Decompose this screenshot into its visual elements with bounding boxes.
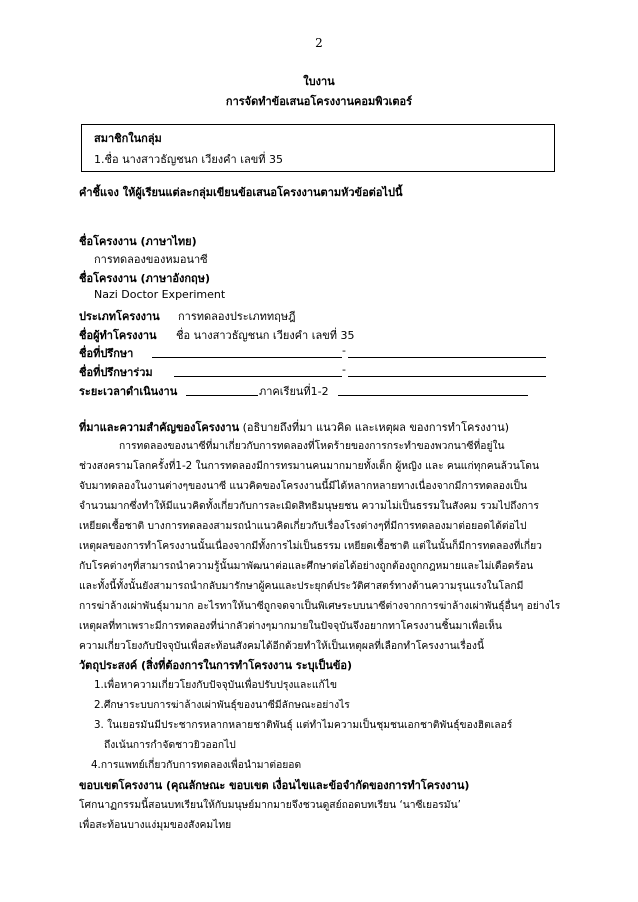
background-line: เหตุผลของการทำโครงงานนั้นเนื่องจากมีทั้งการไม่เป็นธรรม เหยียดเชื้อชาติ แต่ในนั้นก็มีการทดลองที่เกี่ยว [79, 540, 542, 552]
project-name-th-value: การทดลองของหมอนาซี [94, 253, 208, 266]
co-advisor-label: ชื่อที่ปรึกษาร่วม [79, 366, 153, 379]
scope-line: โศกนาฏกรรมนี้สอนบทเรียนให้กับมนุษย์มากมายจึงชวนดูสย์ถอดบทเรียน ‘นาซีเยอรมัน’ [79, 799, 461, 811]
scope-line: เพื่อสะท้อนบางแง่มุมของสังคมไทย [79, 819, 232, 831]
project-type-label: ประเภทโครงงาน [79, 310, 160, 323]
background-line: กับโรคต่างๆที่สามารถนำความรู้นั้นมาพัฒนาต่อและศึกษาต่อได้อย่างถูกต้องถูกกฎหมายและไม่เดือดร้อน [79, 560, 534, 572]
background-line: จำนวนมากซึ่งทำให้มีแนวคิดทั้งเกี่ยวกับการละเมิดสิทธิมนุษยชน ความไม่เป็นธรรมในสังคม รวมไปถึงการ [79, 500, 539, 512]
author-label: ชื่อผู้ทำโครงงาน [79, 329, 157, 342]
author-value: ชื่อ นางสาวธัญชนก เวียงคำ เลขที่ 35 [176, 329, 355, 342]
background-line: ความเกี่ยวโยงกับปัจจุบันเพื่อสะท้อนสังคมได้อีกด้วยทำให้เป็นเหตุผลที่เลือกทำโครงงานเรื่องนี้ [79, 640, 484, 652]
background-label: ที่มาและความสำคัญของโครงงาน [79, 421, 240, 434]
objective-item: ถึงเน้นการกำจัดชาวยิวออกไป [104, 739, 236, 751]
background-line: การทดลองของนาซีที่มาเกี่ยวกับการทดลองที่โหดร้ายของการกระทำของพวกนาซีที่อยู่ใน [119, 440, 505, 452]
members-heading: สมาชิกในกลุ่ม [94, 132, 162, 145]
worksheet-title: ใบงาน [303, 75, 335, 88]
scope-heading: ขอบเขตโครงงาน (คุณลักษณะ ขอบเขต เงื่อนไขและข้อจำกัดของการทำโครงงาน) [79, 779, 470, 792]
member-item: 1.ชื่อ นางสาวธัญชนก เวียงคำ เลขที่ 35 [94, 153, 283, 166]
objective-item: 4.การแพทย์เกี่ยวกับการทดลองเพื่อนำมาต่อยอด [91, 759, 302, 771]
duration-value: ภาคเรียนที่1-2 [259, 385, 329, 398]
page-number: 2 [315, 36, 323, 50]
co-advisor-line [174, 376, 342, 377]
advisor-label: ชื่อที่ปรึกษา [79, 347, 134, 360]
objective-item: 3. ในเยอรมันมีประชากรหลากหลายชาติพันธุ์ แต่ทำไมความเป็นชุมชนเอกชาติพันธุ์ของฮิตเลอร์ [94, 719, 513, 731]
background-line: จับมาทดลองในงานต่างๆของนาซี แนวคิดของโครงงานนี้มีได้หลากหลายทางเนื่องจากมีการทดลองเป็น [79, 480, 528, 492]
background-line: และทั้งนี้ทั้งนั้นยังสามารถนำกลับมารักษาผู้คนและประยุกต์ประวัติศาสตร์ทางด้านความรุนแรงในโลกมี [79, 580, 524, 592]
co-advisor-separator: - [342, 363, 346, 376]
instruction: คำชี้แจง ให้ผู้เรียนแต่ละกลุ่มเขียนข้อเสนอโครงงานตามหัวข้อต่อไปนี้ [79, 186, 403, 199]
background-line: เหยียดเชื้อชาติ บางการทดลองสามรถนำแนวคิดเกี่ยวกับเรื่องโรงต่างๆที่มีการทดลองมาต่อยอดได้ต่อไป [79, 520, 527, 532]
advisor-separator: - [342, 344, 346, 357]
objective-item: 2.ศึกษาระบบการฆ่าล้างเผ่าพันธุ์ของนาซีมีลักษณะอย่างไร [94, 699, 350, 711]
project-name-th-label: ชื่อโครงงาน (ภาษาไทย) [79, 235, 197, 248]
advisor-line-2 [348, 357, 546, 358]
members-box [81, 124, 555, 172]
project-type-value: การทดลองประเภททฤษฎี [178, 310, 296, 323]
project-name-en-label: ชื่อโครงงาน (ภาษาอังกฤษ) [79, 272, 210, 285]
project-name-en-value: Nazi Doctor Experiment [94, 288, 226, 301]
objectives-heading: วัตถุประสงค์ (สิ่งที่ต้องการในการทำโครงงาน ระบุเป็นข้อ) [79, 659, 353, 672]
background-line: ช่วงสงครามโลกครั้งที่1-2 ในการทดลองมีการทรมานคนมากมายทั้งเด็ก ผู้หญิง และ คนแก่ทุกคนล้วนโดน [79, 460, 540, 472]
background-note: (อธิบายถึงที่มา แนวคิด และเหตุผล ของการทำโครงงาน) [242, 421, 509, 434]
background-heading [79, 418, 509, 436]
background-line: การฆ่าล้างเผ่าพันธุ์มามาก อะไรทาให้นาซีถูกจดจาเป็นพิเศษระบบนาซีต่างจากการฆ่าล้างเผ่าพันธุ์อื่นๆ อย่างไร [79, 600, 561, 612]
duration-line [186, 395, 258, 396]
worksheet-subtitle: การจัดทำข้อเสนอโครงงานคอมพิวเตอร์ [225, 95, 413, 108]
background-line: เหตุผลที่ทาเพราะมีการทดลองที่น่ากลัวต่างๆมากมายในปัจจุบันจึงอยากทาโครงงานชิ้นมาเพื่อเห็น [79, 620, 502, 632]
duration-label: ระยะเวลาดำเนินงาน [79, 385, 178, 398]
co-advisor-line-2 [348, 376, 546, 377]
objective-item: 1.เพื่อหาความเกี่ยวโยงกับปัจจุบันเพื่อปรับปรุงและแก้ไข [94, 679, 337, 691]
advisor-line [152, 357, 342, 358]
duration-line-2 [338, 395, 528, 396]
